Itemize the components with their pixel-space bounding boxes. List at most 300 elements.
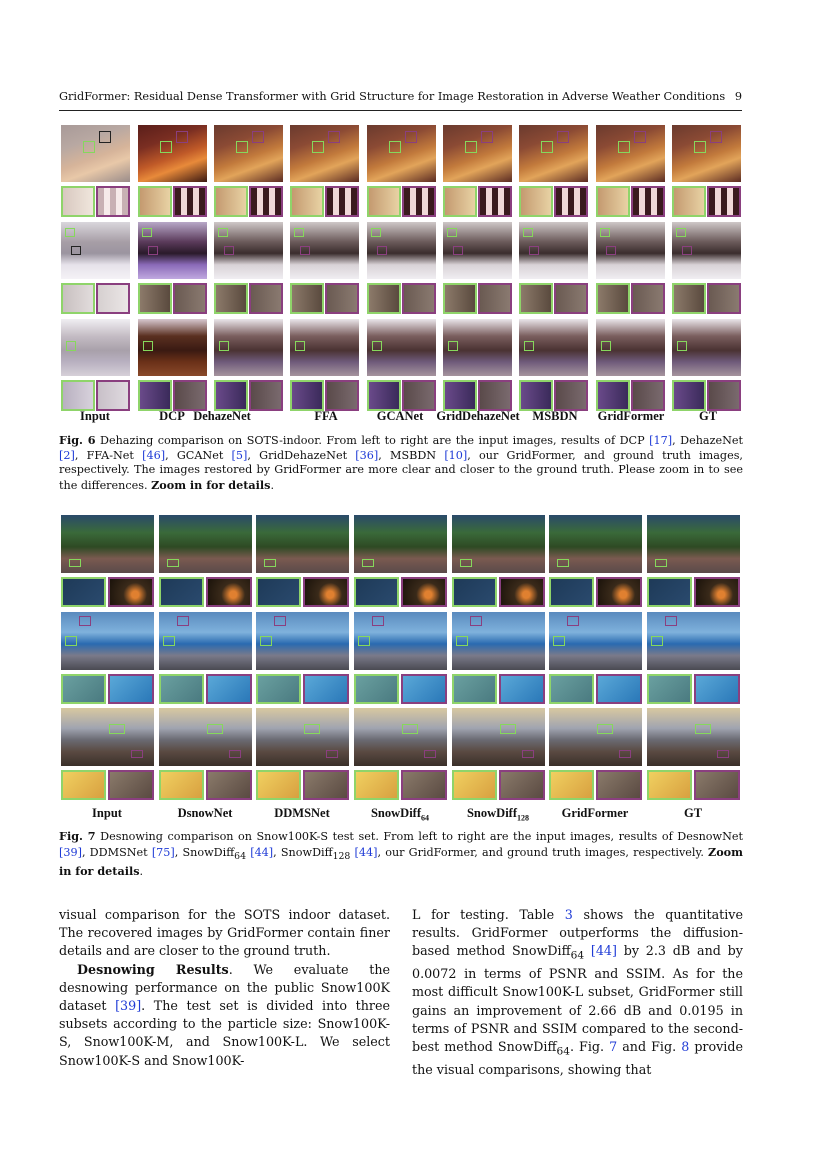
scene-image [672, 125, 741, 182]
zoom-crop-green [672, 283, 706, 314]
roi-box-green [694, 141, 706, 153]
image-cell [159, 612, 252, 704]
zoom-crop-green [290, 283, 324, 314]
zoom-crop-green [452, 770, 497, 800]
roi-box-green [448, 341, 458, 351]
zoom-crop-purple [249, 380, 283, 411]
caption-subscript: 64 [234, 850, 247, 862]
zoom-crop-green [443, 380, 477, 411]
zoom-crop-purple [206, 674, 252, 704]
roi-box-purple [481, 131, 493, 143]
zoom-crop-purple [303, 674, 349, 704]
roi-box-purple [682, 246, 692, 255]
paragraph-text: . The test set is divided into three subsets according to the particle size: Snow100K-S, Snow100K-M, and Snow100K-L. We select Snow100K-S and Snow100K- [59, 998, 390, 1068]
zoom-crop-purple [499, 674, 545, 704]
label-subscript: 64 [421, 813, 429, 823]
image-cell [214, 125, 283, 217]
figure-6-caption-label: Fig. 6 [59, 433, 96, 447]
zoom-crop-green [519, 186, 553, 217]
scene-image [138, 319, 207, 376]
roi-box-purple [453, 246, 463, 255]
roi-box-purple [148, 246, 158, 255]
scene-image [443, 125, 512, 182]
image-cell [672, 222, 741, 314]
zoom-crop-purple [325, 380, 359, 411]
zoom-crop-purple [478, 283, 512, 314]
roi-box-purple [522, 750, 534, 758]
zoom-crop-green [214, 283, 248, 314]
label-snowdiff128 [452, 806, 544, 823]
caption-text: , GCANet [165, 448, 224, 462]
caption-text: Dehazing comparison on SOTS-indoor. From left to right are the input images, results of DCP [100, 434, 645, 447]
scene-image [672, 222, 741, 279]
zoom-crop-green [138, 283, 172, 314]
roi-box-purple [717, 750, 729, 758]
scene-image [290, 125, 359, 182]
zoom-crop-green [61, 283, 95, 314]
citation-link[interactable]: [39] [59, 845, 82, 859]
scene-image [214, 319, 283, 376]
zoom-crop-purple [554, 283, 588, 314]
image-cell [354, 612, 447, 704]
caption-period: . [139, 865, 144, 879]
zoom-crop-green [672, 380, 706, 411]
method-label: Input [80, 409, 110, 423]
paragraph-text: provide the visual comparisons, showing that [412, 1038, 743, 1077]
paragraph-text: by 2.3 dB and by 0.0072 in terms of PSNR and SSIM. As for the most difficult Snow100K-L subset, GridFormer still gains an improvement of 2.66 dB and 0.0195 in terms of PSNR and SSIM compared to the second-best method SnowDiff [412, 943, 743, 1054]
zoom-crop-green [256, 577, 301, 607]
roi-box-green [651, 636, 663, 646]
image-cell [61, 222, 130, 314]
image-cell [367, 222, 436, 314]
method-label: GridDehazeNet [436, 409, 520, 423]
roi-box-green [236, 141, 248, 153]
scene-image [61, 319, 130, 376]
scene-image [549, 515, 642, 573]
citation-link[interactable]: [44] [250, 845, 274, 859]
zoom-crop-purple [96, 380, 130, 411]
scene-image [214, 125, 283, 182]
roi-box-purple [567, 616, 579, 626]
scene-image [159, 515, 252, 573]
image-cell [452, 612, 545, 704]
roi-box-green [362, 559, 374, 567]
roi-box-green [264, 559, 276, 567]
scene-image [596, 222, 665, 279]
roi-box-green [207, 724, 223, 734]
paragraph [59, 906, 390, 961]
label-subscript: 128 [517, 813, 529, 823]
roi-box-purple [99, 131, 111, 143]
zoom-crop-purple [249, 283, 283, 314]
zoom-crop-green [159, 577, 204, 607]
roi-box-green [553, 636, 565, 646]
header-rule [59, 110, 742, 111]
image-cell [61, 515, 154, 607]
zoom-crop-green [596, 186, 630, 217]
zoom-crop-purple [401, 577, 447, 607]
roi-box-green [160, 141, 172, 153]
caption-text: , our GridFormer, and ground truth images, respectively. The images restored by GridFormer are more clear and closer to the ground truth. Please zoom in to see the differences. [59, 448, 743, 492]
roi-box-green [372, 341, 382, 351]
scene-image [256, 612, 349, 670]
image-cell [519, 125, 588, 217]
scene-image [290, 222, 359, 279]
roi-box-green [460, 559, 472, 567]
scene-image [443, 319, 512, 376]
zoom-crop-purple [303, 770, 349, 800]
figure-6-caption [59, 433, 743, 493]
zoom-crop-purple [249, 186, 283, 217]
roi-box-green [676, 228, 686, 237]
image-cell [290, 222, 359, 314]
scene-image [159, 612, 252, 670]
scene-image [61, 708, 154, 766]
scene-image [596, 319, 665, 376]
zoom-crop-green [647, 577, 692, 607]
label-text: DsnowNet [177, 806, 233, 820]
scene-image [672, 319, 741, 376]
zoom-crop-purple [631, 380, 665, 411]
zoom-crop-purple [108, 674, 154, 704]
citation-link[interactable]: [17] [649, 434, 673, 447]
roi-box-purple [229, 750, 241, 758]
roi-box-green [69, 559, 81, 567]
image-cell [354, 708, 447, 800]
image-cell [549, 515, 642, 607]
figure-7-caption [59, 829, 743, 880]
zoom-crop-green [519, 283, 553, 314]
scene-image [519, 125, 588, 182]
scene-image [367, 319, 436, 376]
zoom-crop-green [549, 674, 594, 704]
roi-box-green [447, 228, 457, 237]
zoom-crop-purple [631, 186, 665, 217]
citation-link[interactable]: [75] [151, 845, 175, 859]
subscript: 64 [570, 949, 585, 962]
paragraph-text: . Fig. [569, 1038, 605, 1054]
image-cell [61, 319, 130, 411]
roi-box-purple [328, 131, 340, 143]
zoom-crop-green [354, 577, 399, 607]
caption-text: , DehazeNet [672, 434, 744, 447]
figure-7-desnowing-grid [61, 515, 743, 805]
roi-box-purple [274, 616, 286, 626]
scene-image [354, 612, 447, 670]
zoom-crop-purple [499, 577, 545, 607]
roi-box-purple [470, 616, 482, 626]
roi-box-green [541, 141, 553, 153]
image-cell [647, 708, 740, 800]
image-cell [61, 612, 154, 704]
roi-box-green [523, 228, 533, 237]
roi-box-green [456, 636, 468, 646]
image-cell [549, 708, 642, 800]
caption-text: , FFA-Net [74, 448, 134, 462]
scene-image [367, 222, 436, 279]
citation-link[interactable]: [46] [142, 448, 166, 462]
roi-box-green [402, 724, 418, 734]
scene-image [256, 708, 349, 766]
scene-image [647, 708, 740, 766]
zoom-crop-purple [596, 770, 642, 800]
image-cell [159, 515, 252, 607]
zoom-crop-green [256, 770, 301, 800]
scene-image [596, 125, 665, 182]
image-cell [290, 319, 359, 411]
scene-image [61, 612, 154, 670]
caption-bold-end: Zoom in for details [59, 844, 743, 879]
zoom-crop-green [159, 770, 204, 800]
zoom-crop-green [256, 674, 301, 704]
paragraph-text: L for testing. Table [412, 907, 555, 922]
roi-box-green [218, 228, 228, 237]
roi-box-purple [529, 246, 539, 255]
scene-image [138, 222, 207, 279]
citation-link[interactable]: [44] [354, 845, 378, 859]
zoom-crop-green [214, 380, 248, 411]
zoom-crop-purple [707, 186, 741, 217]
zoom-crop-green [138, 186, 172, 217]
zoom-crop-purple [554, 186, 588, 217]
roi-box-green [304, 724, 320, 734]
running-title: GridFormer: Residual Dense Transformer with Grid Structure for Image Restoration in Adverse Weather Conditions [59, 90, 726, 103]
method-label: GridFormer [597, 409, 665, 423]
image-cell [443, 319, 512, 411]
zoom-crop-purple [173, 283, 207, 314]
citation-link[interactable]: [10] [444, 448, 468, 462]
caption-bold-end: Zoom in for details [151, 477, 271, 492]
caption-text: , our GridFormer, and ground truth images, respectively. [377, 845, 704, 859]
roi-box-green [695, 724, 711, 734]
roi-box-purple [224, 246, 234, 255]
zoom-crop-purple [303, 577, 349, 607]
zoom-crop-green [354, 674, 399, 704]
zoom-crop-purple [96, 186, 130, 217]
label-gridformer [549, 806, 641, 821]
roi-box-green [655, 559, 667, 567]
zoom-crop-purple [173, 186, 207, 217]
roi-box-green [465, 141, 477, 153]
zoom-crop-green [138, 380, 172, 411]
zoom-crop-purple [694, 674, 740, 704]
zoom-crop-green [647, 674, 692, 704]
zoom-crop-green [596, 380, 630, 411]
paragraph-text: shows the quantitative results. GridFormer outperforms the diffusion-based method SnowDiff [412, 907, 743, 959]
image-cell [672, 319, 741, 411]
scene-image [159, 708, 252, 766]
method-label: DCP [159, 409, 185, 423]
body-right-column [412, 906, 743, 1079]
zoom-crop-green [61, 770, 106, 800]
method-label: FFA [314, 409, 338, 423]
zoom-crop-green [61, 577, 106, 607]
image-cell [672, 125, 741, 217]
figure-7-caption-label: Fig. 7 [59, 829, 96, 843]
zoom-crop-green [367, 186, 401, 217]
zoom-crop-green [519, 380, 553, 411]
roi-box-purple [424, 750, 436, 758]
zoom-crop-purple [707, 283, 741, 314]
table-ref-link[interactable]: 3 [564, 907, 573, 922]
zoom-crop-green [443, 186, 477, 217]
roi-box-purple [557, 131, 569, 143]
scene-image [138, 125, 207, 182]
roi-box-green [295, 341, 305, 351]
roi-box-green [371, 228, 381, 237]
roi-box-green [601, 341, 611, 351]
scene-image [647, 612, 740, 670]
caption-text: , SnowDiff [273, 845, 333, 859]
roi-box-green [65, 636, 77, 646]
image-cell [596, 125, 665, 217]
paragraph [59, 961, 390, 1070]
zoom-crop-green [672, 186, 706, 217]
roi-box-green [219, 341, 229, 351]
image-cell [452, 708, 545, 800]
zoom-crop-purple [402, 380, 436, 411]
zoom-crop-green [61, 674, 106, 704]
paragraph-heading: Desnowing Results [77, 961, 229, 977]
scene-image [647, 515, 740, 573]
scene-image [452, 612, 545, 670]
caption-text: , GridDehazeNet [247, 448, 348, 462]
roi-box-purple [377, 246, 387, 255]
zoom-crop-purple [499, 770, 545, 800]
roi-box-purple [79, 616, 91, 626]
zoom-crop-green [290, 380, 324, 411]
caption-text: , SnowDiff [174, 845, 235, 859]
zoom-crop-purple [694, 577, 740, 607]
roi-box-purple [177, 616, 189, 626]
zoom-crop-purple [401, 770, 447, 800]
zoom-crop-purple [108, 770, 154, 800]
image-cell [214, 319, 283, 411]
label-dsnownet [159, 806, 251, 821]
zoom-crop-purple [325, 186, 359, 217]
scene-image [214, 222, 283, 279]
zoom-crop-green [290, 186, 324, 217]
scene-image [452, 515, 545, 573]
scene-image [290, 319, 359, 376]
roi-box-green [312, 141, 324, 153]
roi-box-purple [619, 750, 631, 758]
scene-image [367, 125, 436, 182]
zoom-crop-purple [707, 380, 741, 411]
scene-image [354, 708, 447, 766]
zoom-crop-green [61, 380, 95, 411]
image-cell [214, 222, 283, 314]
image-cell [256, 612, 349, 704]
caption-text: , DDMSNet [81, 845, 148, 859]
roi-box-purple [634, 131, 646, 143]
image-cell [256, 708, 349, 800]
roi-box-green [618, 141, 630, 153]
image-cell [138, 319, 207, 411]
paragraph-text: and Fig. [622, 1038, 677, 1054]
zoom-crop-purple [402, 186, 436, 217]
scene-image [452, 708, 545, 766]
zoom-crop-purple [596, 674, 642, 704]
zoom-crop-green [452, 674, 497, 704]
roi-box-purple [252, 131, 264, 143]
caption-period: . [270, 478, 274, 492]
roi-box-green [597, 724, 613, 734]
image-cell [138, 125, 207, 217]
zoom-crop-green [61, 186, 95, 217]
citation-link[interactable]: [5] [231, 448, 248, 462]
image-cell [443, 125, 512, 217]
running-header [59, 90, 742, 106]
roi-box-purple [300, 246, 310, 255]
zoom-crop-purple [478, 380, 512, 411]
scene-image [443, 222, 512, 279]
roi-box-green [65, 228, 75, 237]
image-cell [452, 515, 545, 607]
roi-box-purple [405, 131, 417, 143]
citation-link[interactable]: [36] [355, 448, 379, 462]
paragraph-text: visual comparison for the SOTS indoor dataset. The recovered images by GridFormer contain finer details and are closer to the ground truth. [59, 907, 390, 959]
label-gt [647, 806, 739, 821]
caption-text: Desnowing comparison on Snow100K-S test set. From left to right are the input images, results of DesnowNet [100, 830, 744, 843]
zoom-crop-purple [173, 380, 207, 411]
roi-box-green [389, 141, 401, 153]
roi-box-green [524, 341, 534, 351]
method-label: GT [698, 409, 718, 423]
roi-box-green [66, 341, 76, 351]
zoom-crop-purple [206, 577, 252, 607]
zoom-crop-purple [694, 770, 740, 800]
scene-image [549, 612, 642, 670]
image-cell [61, 125, 130, 217]
method-label: DehazeNet [193, 409, 251, 423]
figure-ref-link[interactable]: 8 [681, 1038, 690, 1054]
roi-box-green [142, 228, 152, 237]
scene-image [519, 319, 588, 376]
roi-box-green [600, 228, 610, 237]
label-text: SnowDiff [466, 806, 517, 820]
zoom-crop-purple [478, 186, 512, 217]
zoom-crop-green [367, 380, 401, 411]
citation-link[interactable]: [39] [115, 998, 142, 1014]
scene-image [61, 125, 130, 182]
image-cell [138, 222, 207, 314]
page-number: 9 [734, 90, 742, 103]
label-text: DDMSNet [274, 806, 330, 820]
label-text: SnowDiff [370, 806, 421, 820]
caption-subscript: 128 [332, 850, 351, 862]
label-input [61, 806, 153, 821]
citation-link[interactable]: [44] [590, 943, 617, 959]
zoom-crop-purple [206, 770, 252, 800]
image-cell [367, 319, 436, 411]
scene-image [354, 515, 447, 573]
zoom-crop-green [549, 770, 594, 800]
zoom-crop-green [367, 283, 401, 314]
zoom-crop-green [647, 770, 692, 800]
image-cell [519, 222, 588, 314]
image-cell [443, 222, 512, 314]
method-label: GCANet [376, 409, 424, 423]
image-cell [596, 222, 665, 314]
citation-link[interactable]: [2] [59, 448, 75, 462]
roi-box-purple [606, 246, 616, 255]
zoom-crop-purple [96, 283, 130, 314]
subscript: 64 [556, 1045, 570, 1058]
scene-image [61, 222, 130, 279]
roi-box-green [294, 228, 304, 237]
figure-ref-link[interactable]: 7 [609, 1038, 618, 1054]
